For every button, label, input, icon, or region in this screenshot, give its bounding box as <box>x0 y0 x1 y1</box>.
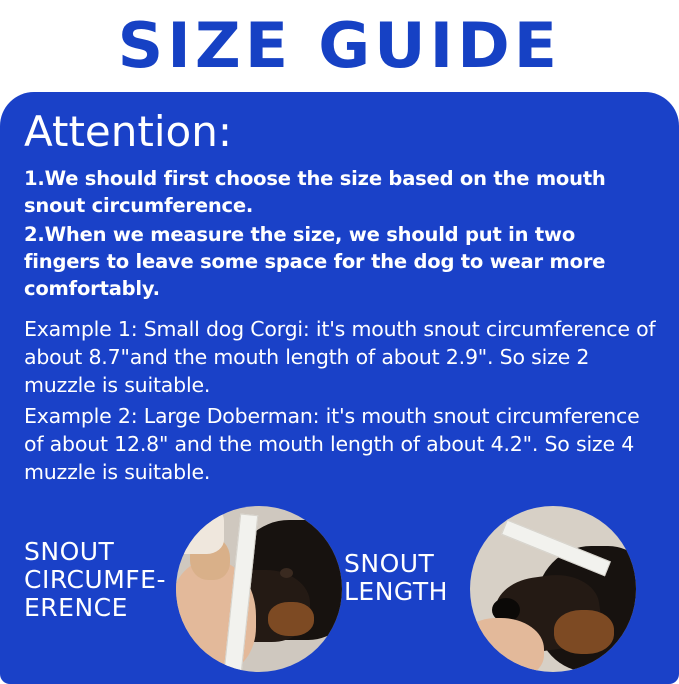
rules-list <box>24 166 657 303</box>
example-item-2: Example 2: Large Doberman: it's mouth snout circumference of about 12.8" and the mouth length of about 4.2". So size 4 muzzle is suitable. <box>24 403 640 485</box>
dog-tan-marking <box>554 610 614 654</box>
snout-length-label-line-2: LENGTH <box>344 577 448 606</box>
figures-row <box>0 500 679 684</box>
dog-tan-marking <box>268 602 314 636</box>
snout-circumference-label-line-1: SNOUT <box>24 537 115 566</box>
snout-length-label <box>344 550 474 606</box>
snout-circumference-label <box>24 538 174 622</box>
attention-heading: Attention: <box>24 107 232 156</box>
examples-list <box>24 315 657 487</box>
snout-circumference-label-line-2: CIRCUMFE- <box>24 565 166 594</box>
snout-length-label-line-1: SNOUT <box>344 549 435 578</box>
page-title: SIZE GUIDE <box>117 9 562 82</box>
rule-item-2: 2.When we measure the size, we should put in two fingers to leave some space for the dog to wear more comfortably. <box>24 223 606 300</box>
page-header <box>0 0 679 92</box>
info-card <box>0 92 679 684</box>
sleeve-shape <box>176 506 224 554</box>
rule-item-1: 1.We should first choose the size based on the mouth snout circumference. <box>24 167 606 218</box>
example-item-1: Example 1: Small dog Corgi: it's mouth snout circumference of about 8.7"and the mouth length of about 2.9". So size 2 muzzle is suitable. <box>24 316 656 398</box>
snout-circumference-photo <box>176 506 342 672</box>
snout-length-photo <box>470 506 636 672</box>
dog-eye <box>280 568 293 578</box>
snout-circumference-label-line-3: ERENCE <box>24 593 128 622</box>
